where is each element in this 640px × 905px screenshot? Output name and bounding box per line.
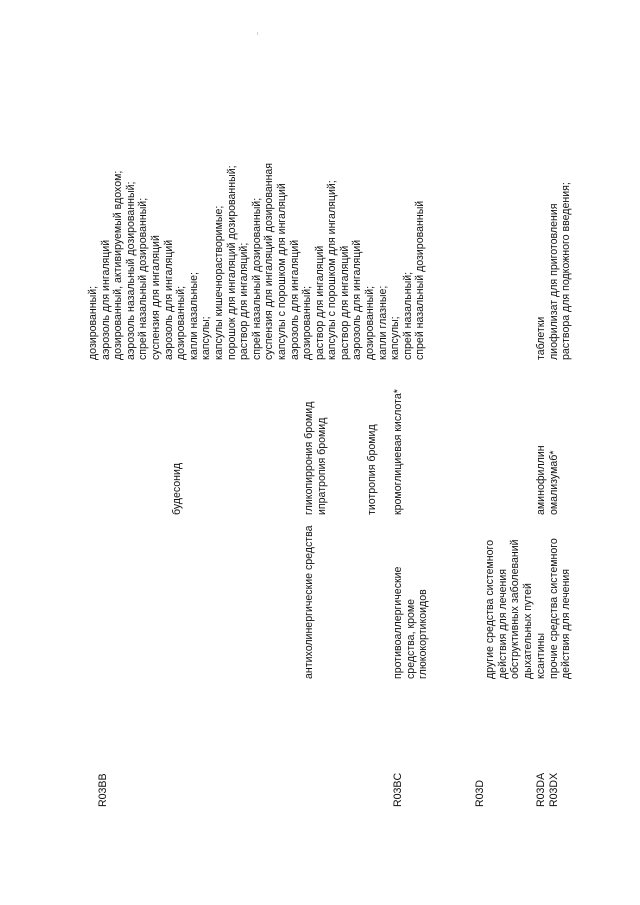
- atc-code-r03da: [535, 773, 548, 807]
- dosage-form: суспензия для ингаляций: [149, 235, 162, 360]
- dosage-form: капсулы с порошком для ингаляций: [275, 183, 288, 360]
- dosage-form: капли глазные;: [376, 285, 389, 360]
- group-line: действия для лечения: [496, 568, 509, 679]
- drug-name: будесонид: [171, 462, 183, 515]
- dosage-form: аэрозоль назальный дозированный;: [124, 181, 137, 360]
- dosage-form: спрей назальный дозированный;: [250, 197, 263, 360]
- drug-r03da: [535, 445, 548, 515]
- dosage-form: капсулы с порошком для ингаляций;: [326, 180, 339, 360]
- drug-budesonide: [171, 463, 184, 515]
- drug-name: [353, 402, 366, 515]
- atc-code-r03bb: [97, 773, 110, 807]
- drug-name: ипратропия бромид: [315, 417, 328, 515]
- dosage-form: капли назальные;: [187, 272, 200, 360]
- atc-code-r03bc: [392, 773, 405, 807]
- group-line: антихолинергические средства: [303, 525, 315, 679]
- drug-name: [328, 402, 341, 515]
- group-line: средства, кроме: [404, 598, 417, 679]
- group-r03dx: [548, 538, 573, 679]
- dosage-form: раствор для ингаляций: [313, 245, 326, 360]
- atc-code-text: R03D: [474, 779, 486, 807]
- dosage-form: лиофилизат для приготовления: [547, 203, 560, 360]
- dosage-form: аэрозоль для ингаляций: [99, 239, 112, 360]
- drug-name: гликопиррония бромид: [303, 401, 315, 515]
- group-line: действия для лечения: [560, 568, 573, 679]
- drug-name: тиотропия бромид: [365, 424, 378, 515]
- group-line: другие средства системного: [484, 539, 496, 679]
- dosage-form: раствор для ингаляций: [338, 245, 351, 360]
- group-r03d: [484, 539, 534, 679]
- forms-budesonide: [87, 163, 427, 360]
- dosage-form: аэрозоль для ингаляций: [162, 239, 175, 360]
- dosage-form: порошок для ингаляций дозированный;: [225, 165, 238, 360]
- group-line: обструктивных заболеваний: [509, 539, 522, 679]
- dosage-form: дозированный;: [364, 285, 377, 360]
- atc-code-text: R03BB: [97, 773, 109, 807]
- drug-name: кромоглициевая кислота*: [392, 389, 404, 515]
- group-r03da: [535, 633, 548, 679]
- group-line: дыхательных путей: [521, 583, 534, 679]
- dosage-form: аэрозоль для ингаляций: [351, 239, 364, 360]
- drug-name: [341, 402, 354, 515]
- drug-r03bc: [392, 389, 405, 515]
- dosage-form: таблетки: [535, 316, 547, 360]
- dosage-form: спрей назальный дозированный;: [137, 197, 150, 360]
- group-r03bb: [303, 525, 316, 679]
- drug-name: аминофиллин: [535, 445, 547, 515]
- atc-code-text: R03BC: [392, 772, 404, 807]
- drug-r03dx: [548, 451, 561, 515]
- dosage-form: аэрозоль для ингаляций: [288, 239, 301, 360]
- forms-r03da: [535, 317, 548, 360]
- dosage-form: спрей назальный дозированный: [414, 200, 427, 360]
- atc-code-text: R03DX: [547, 772, 560, 807]
- drug-r03bb: [303, 402, 379, 515]
- group-line: ксантины: [535, 632, 547, 679]
- dosage-form: капсулы;: [389, 316, 402, 360]
- dosage-form: дозированный;: [175, 285, 188, 360]
- atc-code-r03dx: [548, 773, 561, 807]
- dosage-form: дозированный, активируемый вдохом;: [112, 170, 125, 360]
- group-r03bc: [392, 567, 430, 679]
- atc-code-text: R03DA: [535, 772, 547, 807]
- dosage-form: капсулы;: [200, 316, 213, 360]
- group-line: прочие средства системного: [547, 538, 560, 679]
- dosage-form: раствор для ингаляций;: [238, 242, 251, 360]
- atc-code-r03d: [474, 780, 487, 807]
- dosage-form: суспензия для ингаляций дозированная: [263, 162, 276, 360]
- dosage-form: спрей назальный;: [401, 271, 414, 360]
- group-line: противоаллергические: [392, 566, 404, 679]
- drug-name: омализумаб*: [547, 450, 560, 515]
- scan-speck: [257, 32, 258, 35]
- dosage-form: раствора для подкожного введения;: [560, 182, 573, 360]
- dosage-form: дозированный;: [87, 285, 99, 360]
- forms-r03dx: [548, 182, 573, 360]
- group-line: глюкокортикоидов: [417, 589, 430, 679]
- dosage-form: дозированный;: [301, 285, 314, 360]
- dosage-form: капсулы кишечнорастворимые;: [212, 205, 225, 360]
